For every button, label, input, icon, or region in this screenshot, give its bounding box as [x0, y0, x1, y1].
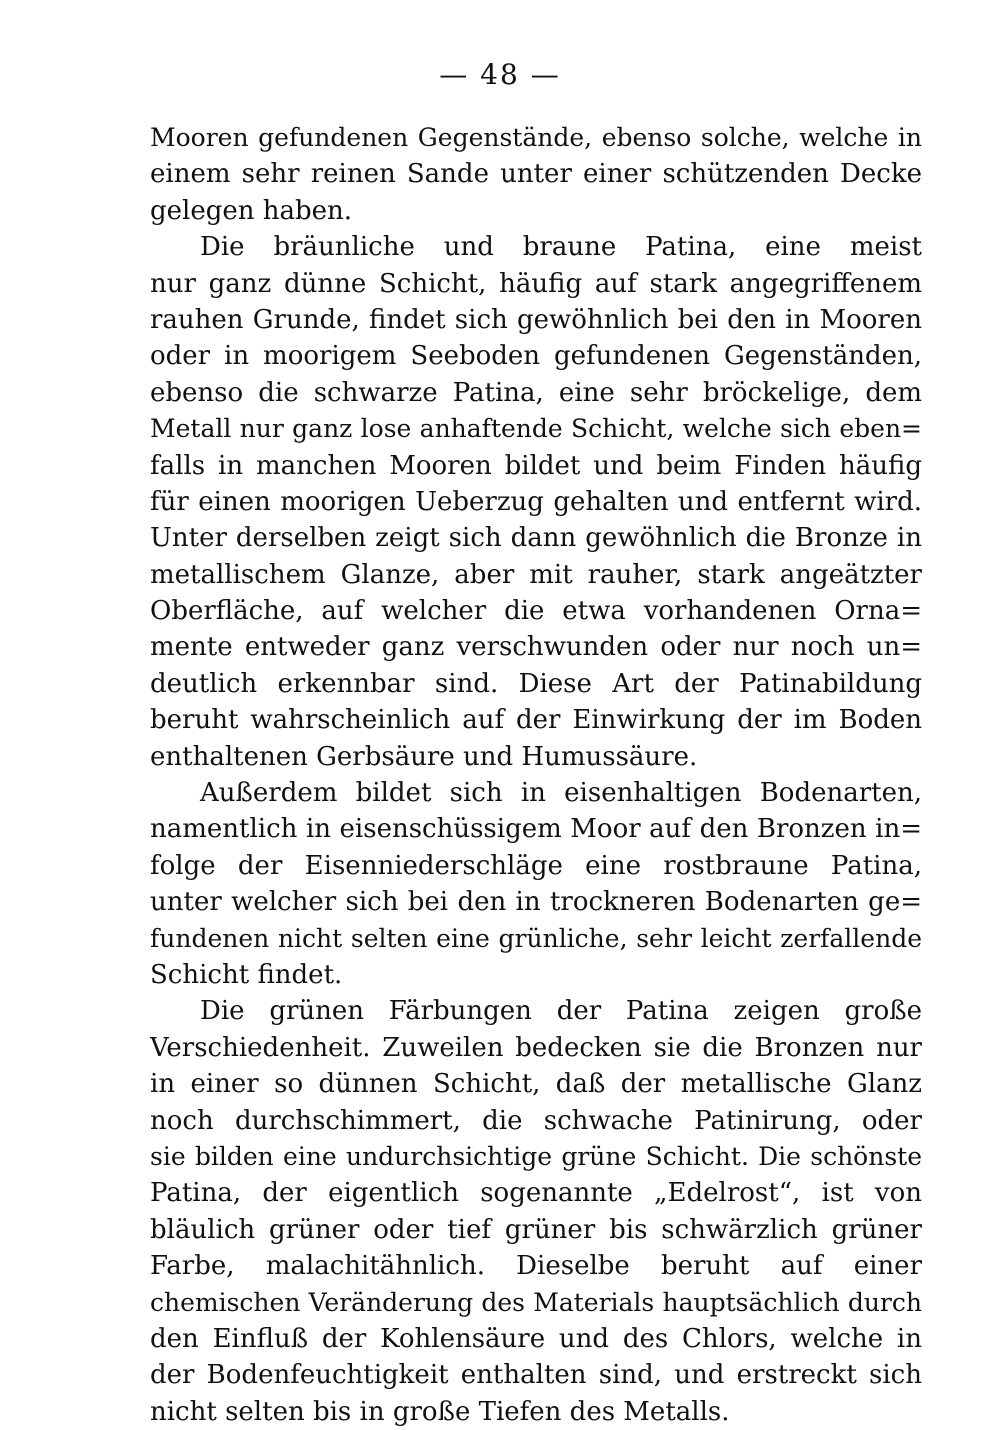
text-line: noch durchschimmert, die schwache Patinirung, oder	[150, 1105, 922, 1136]
text-line: einem sehr reinen Sande unter einer schützenden Decke	[150, 159, 922, 190]
text-line: metallischem Glanze, aber mit rauher, stark angeätzter	[150, 559, 922, 590]
text-line: folge der Eisenniederschläge eine rostbraune Patina,	[150, 850, 922, 881]
text-line: Patina, der eigentlich sogenannte „Edelrost“, ist von	[150, 1178, 922, 1209]
text-line: Schicht findet.	[150, 959, 343, 990]
text-line: beruht wahrscheinlich auf der Einwirkung der im Boden	[150, 705, 922, 736]
text-line: Außerdem bildet sich in eisenhaltigen Bodenarten,	[200, 778, 922, 809]
text-line: Oberfläche, auf welcher die etwa vorhandenen Orna=	[150, 596, 922, 627]
text-line: gelegen haben.	[150, 195, 353, 226]
text-line: Die bräunliche und braune Patina, eine meist	[200, 232, 922, 263]
text-line: Die grünen Färbungen der Patina zeigen große	[200, 996, 922, 1027]
text-line: Verschiedenheit. Zuweilen bedecken sie die Bronzen nur	[150, 1032, 922, 1063]
text-line: fundenen nicht selten eine grünliche, sehr leicht zerfallende	[150, 923, 922, 953]
text-line: Unter derselben zeigt sich dann gewöhnlich die Bronze in	[150, 523, 922, 554]
page-number: — 48 —	[439, 58, 561, 91]
text-line: für einen moorigen Ueberzug gehalten und entfernt wird.	[150, 486, 922, 517]
text-line: bläulich grüner oder tief grüner bis schwärzlich grüner	[150, 1214, 922, 1245]
text-line: rauhen Grunde, findet sich gewöhnlich bei den in Mooren	[150, 304, 922, 335]
text-line: chemischen Veränderung des Materials hauptsächlich durch	[150, 1287, 922, 1317]
text-line: nur ganz dünne Schicht, häufig auf stark angegriffenem	[150, 268, 922, 299]
text-line: enthaltenen Gerbsäure und Humussäure.	[150, 741, 698, 772]
text-line: namentlich in eisenschüssigem Moor auf den Bronzen in=	[150, 814, 922, 845]
text-line: in einer so dünnen Schicht, daß der metallische Glanz	[150, 1069, 922, 1100]
text-line: der Bodenfeuchtigkeit enthalten sind, und erstreckt sich	[150, 1360, 922, 1391]
text-line: Metall nur ganz lose anhaftende Schicht, welche sich eben=	[150, 414, 922, 444]
text-line: oder in moorigem Seeboden gefundenen Gegenständen,	[150, 341, 922, 372]
text-line: sie bilden eine undurchsichtige grüne Schicht. Die schönste	[150, 1141, 922, 1171]
text-line: deutlich erkennbar sind. Diese Art der Patinabildung	[150, 668, 922, 699]
text-line: falls in manchen Mooren bildet und beim Finden häufig	[150, 450, 922, 481]
text-line: mente entweder ganz verschwunden oder nur noch un=	[150, 632, 922, 663]
text-line: Farbe, malachitähnlich. Dieselbe beruht auf einer	[150, 1251, 922, 1282]
text-line: unter welcher sich bei den in trockneren Bodenarten ge=	[150, 887, 922, 918]
text-line: nicht selten bis in große Tiefen des Metalls.	[150, 1396, 730, 1427]
text-line: ebenso die schwarze Patina, eine sehr bröckelige, dem	[150, 377, 922, 408]
body-text	[150, 120, 922, 1430]
text-line: den Einfluß der Kohlensäure und des Chlors, welche in	[150, 1323, 922, 1354]
text-line: Mooren gefundenen Gegenstände, ebenso solche, welche in	[150, 123, 922, 152]
